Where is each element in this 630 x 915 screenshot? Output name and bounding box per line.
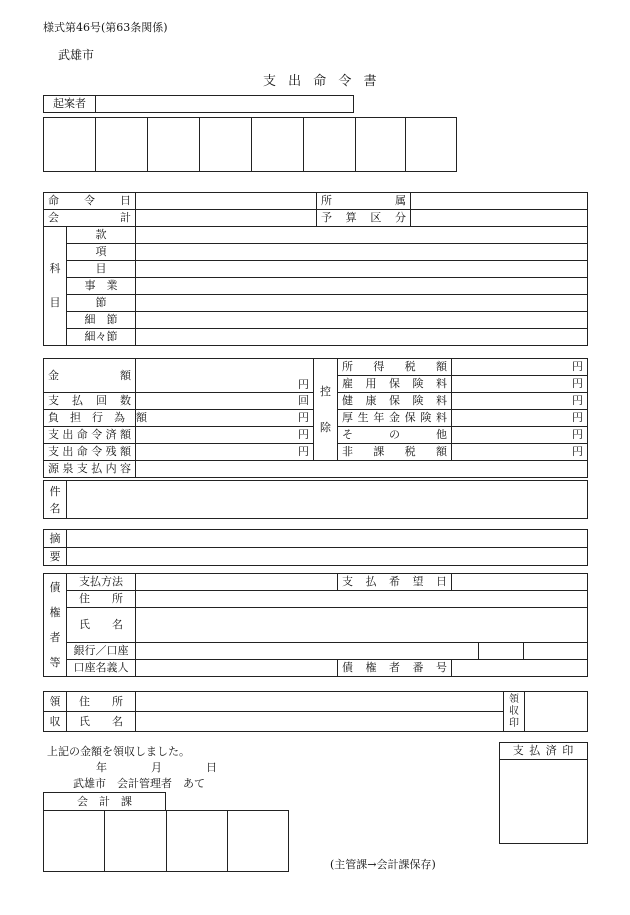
accounting-dept-label: 会 計 課 [43,792,166,811]
burden-label: 負 担 行 為 額 [44,410,136,427]
subject-row-field[interactable] [136,244,588,261]
subject-row-label: 細々節 [67,329,136,346]
yen-unit: 円 [298,411,309,424]
accounting-stamp-box[interactable] [104,810,167,872]
subject-row-field[interactable] [136,278,588,295]
receipt-side-char: 収 [44,712,67,732]
issued-field[interactable] [136,427,314,444]
addressee: 武雄市 会計管理者 あて [73,777,205,790]
subject-matter-char: 件 [49,484,61,498]
receipt-side-char: 領 [44,692,67,712]
form-number: 様式第46号(第63条関係) [43,21,168,34]
order-table [43,192,588,346]
burden-field[interactable] [136,410,314,427]
page-title: 支 出 命 令 書 [263,74,381,89]
approval-box[interactable] [147,117,200,172]
receipt-address-label: 住 所 [67,692,136,712]
subject-matter-field[interactable] [67,481,588,519]
subject-side-char: 科 [49,262,61,275]
receipt-stamp-label: 領 収 印 [504,692,525,732]
subject-matter-table [43,480,588,519]
subject-row-field[interactable] [136,227,588,244]
yen-unit: 円 [572,377,583,390]
accounting-stamp-box[interactable] [166,810,228,872]
times-unit: 回 [298,394,309,407]
subject-row-label: 款 [67,227,136,244]
subject-side-label [44,227,67,346]
drafter-table [43,95,354,113]
creditor-table [43,573,588,677]
yen-unit: 円 [298,378,309,391]
approval-box[interactable] [355,117,406,172]
summary-label-char: 摘 [44,530,67,548]
creditor-side-char: 債 [49,581,61,594]
subject-matter-char: 名 [49,501,61,515]
creditor-name-label: 氏 名 [67,608,136,643]
desired-date-label: 支 払 希 望 日 [338,574,452,591]
account-number-field[interactable] [524,643,588,660]
yen-unit: 円 [572,411,583,424]
source-label: 源泉支払内容 [44,461,136,478]
creditor-name-field[interactable] [136,608,588,643]
subject-row-field[interactable] [136,261,588,278]
yen-unit: 円 [572,394,583,407]
summary-field[interactable] [67,548,588,566]
paid-stamp-label: 支 払 済 印 [499,742,588,760]
budget-field[interactable] [411,210,588,227]
approval-box[interactable] [251,117,304,172]
yen-unit: 円 [572,360,583,373]
subject-side-char: 目 [49,296,61,309]
bank-label: 銀行／口座 [67,643,136,660]
subject-row-label: 節 [67,295,136,312]
receipt-name-label: 氏 名 [67,712,136,732]
creditor-side-label [44,574,67,677]
amount-label: 金 額 [44,359,136,393]
source-field[interactable] [136,461,588,478]
deduction-label: 健 康 保 険 料 [338,393,452,410]
approval-box[interactable] [303,117,356,172]
subject-row-field[interactable] [136,295,588,312]
payment-count-field[interactable] [136,393,314,410]
approval-box[interactable] [43,117,96,172]
receipt-address-field[interactable] [136,692,504,712]
creditor-side-char: 者 [49,631,61,644]
receipt-stamp-field[interactable] [525,692,588,732]
holder-field[interactable] [136,660,338,677]
subject-row-label: 細 節 [67,312,136,329]
yen-unit: 円 [298,428,309,441]
department-field[interactable] [411,193,588,210]
payment-method-field[interactable] [136,574,338,591]
drafter-label: 起案者 [44,96,96,113]
order-date-label: 命 令 日 [44,193,136,210]
approval-box[interactable] [405,117,457,172]
remaining-field[interactable] [136,444,314,461]
desired-date-field[interactable] [452,574,588,591]
amount-table [43,358,588,478]
bank-type-field[interactable] [479,643,524,660]
yen-unit: 円 [572,445,583,458]
deduction-field[interactable] [452,427,588,444]
creditor-address-field[interactable] [136,591,588,608]
department-label: 所 属 [317,193,411,210]
creditor-side-char: 等 [49,656,61,669]
deduction-side-label [314,359,338,461]
remaining-label: 支出命令残額 [44,444,136,461]
holder-label: 口座名義人 [67,660,136,677]
deduction-field[interactable] [452,359,588,376]
deduction-label: 雇 用 保 険 料 [338,376,452,393]
summary-field[interactable] [67,530,588,548]
subject-row-field[interactable] [136,312,588,329]
deduction-label: そ の 他 [338,427,452,444]
deduction-label: 非 課 税 額 [338,444,452,461]
creditor-side-char: 権 [49,606,61,619]
subject-row-label: 事 業 [67,278,136,295]
drafter-field[interactable] [96,96,354,113]
payment-method-label: 支払方法 [67,574,136,591]
creditor-address-label: 住 所 [67,591,136,608]
summary-label-char: 要 [44,548,67,566]
order-date-field[interactable] [136,193,317,210]
received-text: 上記の金額を領収しました。 [47,745,190,758]
deduction-label: 所 得 税 額 [338,359,452,376]
deduction-label: 厚生年金保険料 [338,410,452,427]
paid-stamp-field[interactable] [499,759,588,844]
yen-unit: 円 [298,445,309,458]
payment-count-label: 支 払 回 数 [44,393,136,410]
amount-field[interactable] [136,359,314,393]
accounting-field[interactable] [136,210,317,227]
deduction-side-char: 控 [320,384,331,398]
accounting-stamp-box[interactable] [227,810,289,872]
receipt-table [43,691,588,732]
receipt-name-field[interactable] [136,712,504,732]
budget-label: 予 算 区 分 [317,210,411,227]
deduction-side-char: 除 [320,420,331,434]
creditor-number-label: 債 権 者 番 号 [338,660,452,677]
summary-table [43,529,588,566]
deduction-field[interactable] [452,410,588,427]
accounting-stamp-box[interactable] [43,810,105,872]
city-name: 武雄市 [58,48,95,62]
approval-box[interactable] [199,117,252,172]
bank-field[interactable] [136,643,479,660]
deduction-field[interactable] [452,376,588,393]
issued-label: 支出命令済額 [44,427,136,444]
subject-matter-label [44,481,67,519]
date-line: 年 月 日 [96,761,217,774]
subject-row-field[interactable] [136,329,588,346]
accounting-label: 会 計 [44,210,136,227]
yen-unit: 円 [572,428,583,441]
retention-note: (主管課→会計課保存) [330,858,436,871]
creditor-number-field[interactable] [452,660,588,677]
subject-row-label: 項 [67,244,136,261]
deduction-field[interactable] [452,393,588,410]
subject-row-label: 目 [67,261,136,278]
deduction-field[interactable] [452,444,588,461]
approval-box[interactable] [95,117,148,172]
